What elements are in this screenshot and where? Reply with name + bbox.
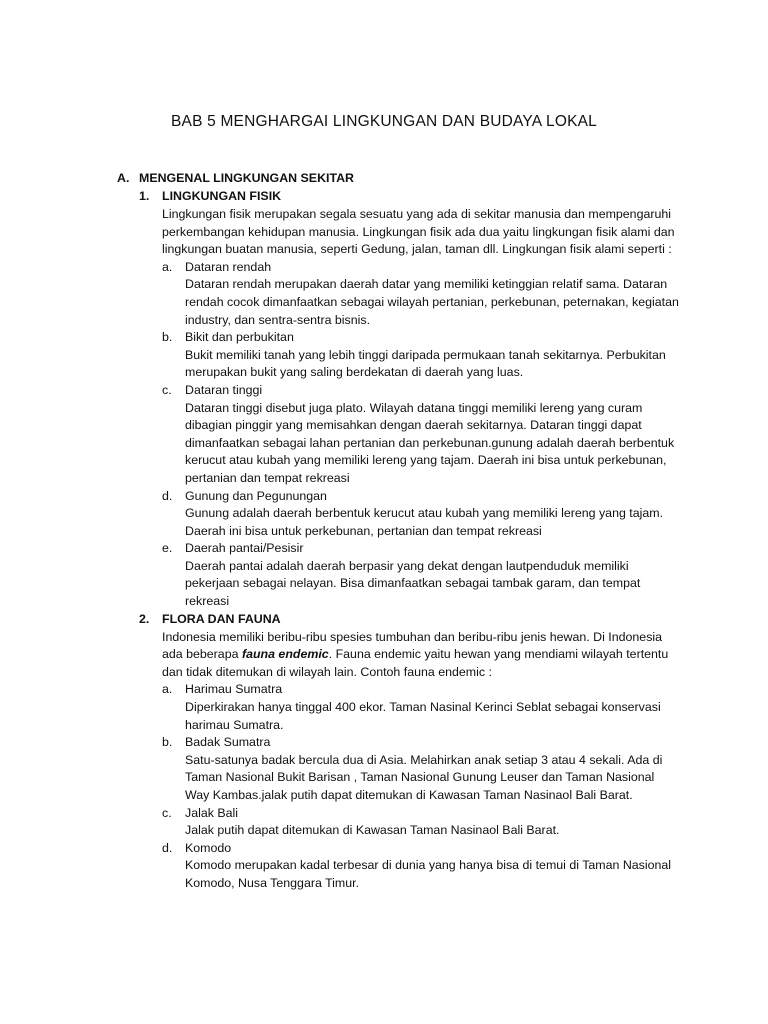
- intro-text: . Fauna endemic yaitu hewan yang mendiami wilayah tertentu dan tidak ditemukan di wilayah lain. Contoh fauna endemic :: [162, 647, 669, 679]
- list-item-heading: [0, 488, 768, 506]
- list-item-heading: [0, 382, 768, 400]
- subsection-2-title: FLORA DAN FAUNA: [162, 611, 281, 626]
- list-item-heading: [0, 259, 768, 277]
- list-item-title: Daerah pantai/Pesisir: [185, 541, 304, 556]
- list-item-title: Dataran rendah: [185, 259, 272, 274]
- list-item-heading: [0, 681, 768, 699]
- list-item-heading: [0, 540, 768, 558]
- list-item-marker: a.: [162, 682, 173, 697]
- subsection-2-heading: [0, 611, 768, 629]
- list-item-heading: [0, 734, 768, 752]
- list-item-marker: b.: [162, 330, 173, 345]
- list-item-marker: e.: [162, 541, 173, 556]
- subsection-2-marker: 2.: [139, 611, 150, 626]
- list-item-heading: [0, 840, 768, 858]
- list-item-marker: d.: [162, 488, 173, 503]
- subsection-1-title: LINGKUNGAN FISIK: [162, 189, 282, 203]
- list-item-title: Komodo: [185, 840, 232, 855]
- list-item-title: Jalak Bali: [185, 805, 239, 820]
- list-item-marker: c.: [162, 382, 172, 397]
- section-a-marker: A.: [117, 171, 130, 185]
- list-item-marker: d.: [162, 840, 173, 855]
- list-item-text: Diperkirakan hanya tinggal 400 ekor. Taman Nasinal Kerinci Seblat sebagai konservasi harimau Sumatra.: [185, 700, 661, 732]
- list-item-title: Badak Sumatra: [185, 735, 271, 750]
- list-item-text: Jalak putih dapat ditemukan di Kawasan Taman Nasinaol Bali Barat.: [185, 823, 560, 838]
- list-item-marker: a.: [162, 259, 173, 274]
- intro-text: Indonesia memiliki beribu-ribu spesies tumbuhan dan beribu-ribu jenis hewan. Di Indonesia ada beberapa: [162, 629, 663, 662]
- section-a-heading: [0, 170, 768, 188]
- list-item-title: Dataran tinggi: [185, 382, 263, 397]
- list-item-marker: c.: [162, 805, 172, 820]
- list-item-text: Gunung adalah daerah berbentuk kerucut atau kubah yang memiliki lereng yang tajam. Daerah ini bisa untuk perkebunan, pertanian dan tempat rekreasi: [185, 506, 664, 538]
- list-item-text: Dataran tinggi disebut juga plato. Wilayah datana tinggi memiliki lereng yang curam dibagian pinggir yang memisahkan dengan daerah sekitarnya. Dataran tinggi dapat dimanfaatkan sebagai lahan pertanian dan perkebunan.gunung adalah daerah berbentuk kerucut atau kubah yang memiliki lereng yang tajam. Daerah ini bisa untuk perkebunan, pertanian dan tempat rekreasi: [185, 400, 675, 485]
- list-item-heading: [0, 805, 768, 823]
- list-item-title: Gunung dan Pegunungan: [185, 488, 327, 503]
- list-item-text: Komodo merupakan kadal terbesar di dunia yang hanya bisa di temui di Taman Nasional Komodo, Nusa Tenggara Timur.: [185, 858, 672, 890]
- subsection-1-marker: 1.: [139, 189, 150, 203]
- list-item-text: Bukit memiliki tanah yang lebih tinggi daripada permukaan tanah sekitarnya. Perbukitan merupakan bukit yang saling berdekatan di daerah yang luas.: [185, 347, 666, 380]
- list-item-text: Daerah pantai adalah daerah berpasir yang dekat dengan lautpenduduk memiliki pekerjaan sebagai nelayan. Bisa dimanfaatkan sebagai tambak garam, dan tempat rekreasi: [185, 558, 641, 609]
- list-item-title: Harimau Sumatra: [185, 682, 283, 697]
- list-item-title: Bikit dan perbukitan: [185, 330, 294, 345]
- list-item-marker: b.: [162, 735, 173, 750]
- subsection-1-heading: [0, 188, 768, 206]
- subsection-2-intro: [162, 629, 682, 682]
- page-title: BAB 5 MENGHARGAI LINGKUNGAN DAN BUDAYA LOKAL: [171, 113, 597, 130]
- fauna-endemic-emphasis: fauna endemic: [241, 647, 329, 662]
- subsection-1-intro: Lingkungan fisik merupakan segala sesuatu yang ada di sekitar manusia dan mempengaruhi perkembangan kehidupan manusia. Lingkungan fisik ada dua yaitu lingkungan fisik alami dan lingkungan buatan manusia, seperti Gedung, jalan, taman dll. Lingkungan fisik alami seperti :: [162, 207, 675, 257]
- document-body: [0, 170, 768, 893]
- list-item-text: Satu-satunya badak bercula dua di Asia. Melahirkan anak setiap 3 atau 4 sekali. Ada di Taman Nasional Bukit Barisan , Taman Nasional Gunung Leuser dan Taman Nasional Way Kambas.jalak putih dapat ditemukan di Kawasan Taman Nasinaol Bali Barat.: [185, 752, 663, 802]
- list-item-heading: [0, 329, 768, 347]
- section-a-title: MENGENAL LINGKUNGAN SEKITAR: [139, 171, 355, 185]
- list-item-text: Dataran rendah merupakan daerah datar yang memiliki ketinggian relatif sama. Dataran rendah cocok dimanfaatkan sebagai wilayah pertanian, perkebunan, peternakan, kegiatan industry, dan sentra-sentra bisnis.: [185, 277, 679, 327]
